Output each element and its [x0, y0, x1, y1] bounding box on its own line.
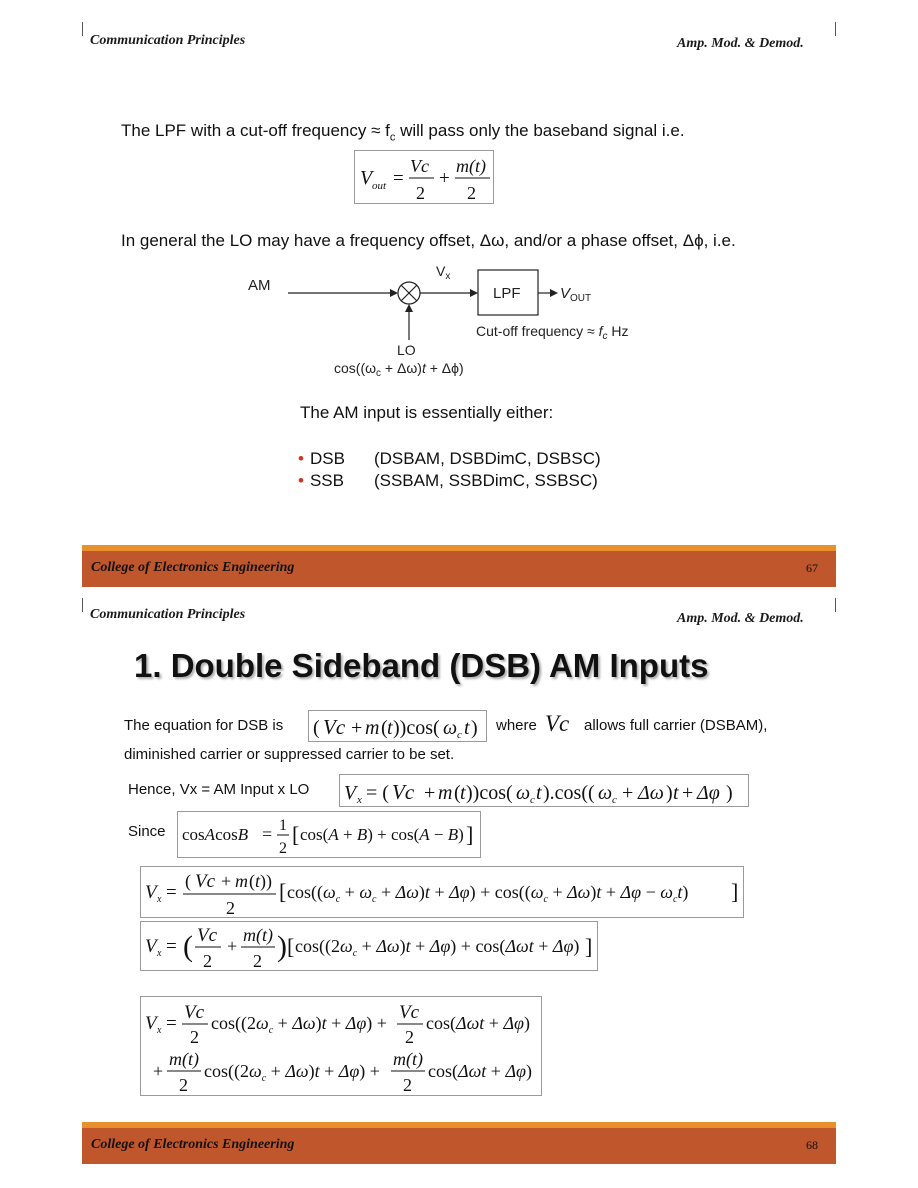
svg-text:Δω: Δω — [638, 782, 664, 804]
svg-text:): ) — [277, 930, 287, 963]
svg-text:(: ( — [454, 782, 461, 804]
svg-text:m: m — [438, 782, 453, 804]
vout-label: $V_{OUT}$ — [560, 285, 592, 304]
svg-text:(: ( — [183, 930, 193, 963]
svg-text:Vc: Vc — [197, 925, 218, 946]
svg-text:Δφ: Δφ — [697, 782, 720, 804]
svg-text:x: x — [357, 794, 362, 806]
svg-text:= (: = ( — [366, 782, 389, 804]
bullet-dsb: • DSB (DSBAM, DSBDimC, DSBSC) — [298, 449, 601, 468]
svg-text:t: t — [536, 782, 542, 804]
svg-text:c: c — [530, 794, 535, 806]
svg-text:=: = — [166, 882, 177, 903]
dsb-equation — [308, 710, 487, 742]
svg-text:): ) — [666, 782, 673, 804]
svg-text:+: + — [227, 936, 238, 956]
final-equation — [140, 996, 542, 1096]
svg-text:t: t — [460, 782, 466, 804]
svg-text:Vc: Vc — [323, 715, 346, 739]
svg-text:+: + — [439, 168, 450, 189]
svg-text:cos((ωc + ωc + Δω)t + Δφ) + co: $\cos((\omega_c + \omega_c + \Delta\omega)t + \Delta\varphi) + \cos((\omega_c + \Delta\omega)t + \Delta\varphi - \omega_ct)$ — [287, 882, 689, 905]
svg-text:m: m — [365, 717, 380, 739]
page-corner-mark — [82, 598, 83, 612]
svg-text:m(t): m(t) — [393, 1049, 423, 1069]
svg-text:Vc: Vc — [410, 156, 429, 176]
svg-text:))cos(: ))cos( — [393, 717, 440, 739]
svg-text:): ) — [726, 782, 733, 804]
bullet-ssb: • SSB (SSBAM, SSBDimC, SSBSC) — [298, 471, 598, 490]
svg-text:(: ( — [313, 717, 320, 739]
svg-text:[: [ — [279, 879, 287, 904]
svg-text:cos((2ωc + Δω)t + Δφ) +: $\cos((2\omega_c + \Delta\omega)t + \Delta\varphi)$ + — [211, 1013, 387, 1036]
svg-text:(: ( — [381, 717, 388, 739]
svg-text:2: 2 — [226, 898, 235, 918]
page-number: 67 — [806, 561, 818, 575]
vout-equation-render — [355, 151, 495, 205]
svg-text:t: t — [387, 717, 393, 739]
svg-text:=: = — [166, 936, 177, 957]
svg-text:ω: ω — [443, 717, 458, 739]
footer-text: College of Electronics Engineering — [91, 560, 295, 575]
svg-text:cosAcosB: cosAcosB — [182, 825, 249, 844]
svg-text:m(t): m(t) — [243, 925, 273, 945]
svg-text:2: 2 — [179, 1075, 188, 1095]
svg-text:cos(Δωt + Δφ): cos(Δωt + Δφ) — [428, 1061, 532, 1081]
since-equation — [177, 811, 481, 858]
svg-text:=: = — [262, 824, 273, 844]
svg-text:(: ( — [185, 871, 191, 891]
vx-label: $V_x$ — [436, 263, 451, 282]
svg-text:]: ] — [731, 879, 739, 904]
page-footer — [82, 545, 836, 587]
dsb-sentence-vc: Vc — [545, 711, 570, 736]
lo-label: LO — [397, 342, 416, 358]
svg-text:ω: ω — [598, 782, 613, 804]
dsb-sentence-where: where — [496, 717, 537, 734]
hence-equation-render — [340, 775, 750, 808]
svg-text:=: = — [393, 168, 404, 189]
svg-text:+: + — [351, 717, 363, 739]
svg-text:Vc: Vc — [399, 1002, 420, 1023]
svg-text:+: + — [622, 782, 634, 804]
svg-text:(: ( — [249, 871, 255, 891]
section-title: 1. Double Sideband (DSB) AM Inputs — [134, 647, 709, 684]
page-corner-mark — [835, 598, 836, 612]
header-left: Communication Principles — [90, 33, 246, 48]
header-right: Amp. Mod. & Demod. — [677, 611, 804, 626]
svg-text:]: ] — [585, 934, 593, 959]
lpf-sentence: The LPF with a cut-off frequency ≈ $f_c$ will pass only the baseband signal i.e. — [121, 121, 685, 144]
demodulator-block-diagram — [240, 262, 680, 382]
svg-text:cos(Δωt + Δφ): cos(Δωt + Δφ) — [426, 1013, 530, 1033]
page-number: 68 — [806, 1138, 818, 1152]
am-input-label: AM — [248, 277, 271, 294]
svg-text:m: m — [235, 871, 248, 891]
since-text: Since — [128, 823, 166, 840]
svg-text:+: + — [424, 782, 436, 804]
simplified-equation-render — [141, 922, 599, 972]
svg-text:t: t — [255, 871, 261, 891]
svg-text:+: + — [221, 871, 232, 891]
svg-text:2: 2 — [190, 1027, 199, 1047]
svg-text:V: V — [344, 782, 357, 804]
since-equation-render — [178, 812, 482, 859]
svg-text:Vc: Vc — [195, 871, 216, 892]
svg-text:+: + — [153, 1061, 164, 1081]
expanded-equation-render — [141, 867, 745, 919]
svg-text:2: 2 — [279, 840, 287, 857]
svg-text:))cos(: ))cos( — [466, 782, 513, 804]
svg-text:V: V — [145, 882, 157, 903]
lpf-label: LPF — [493, 285, 521, 302]
svg-text:cos((2ωc + Δω)t + Δφ) +: $\cos((2\omega_c + \Delta\omega)t + \Delta\varphi)$ + — [204, 1061, 380, 1084]
svg-text:2: 2 — [416, 183, 425, 203]
svg-text:cos(A + B) + cos(A − B): cos(A + B) + cos(A − B) — [300, 825, 464, 844]
svg-text:out: out — [372, 180, 387, 192]
svg-text:2: 2 — [253, 951, 262, 971]
hence-text: Hence, Vx = AM Input x LO — [128, 781, 310, 798]
svg-text:).cos((: ).cos(( — [543, 782, 595, 804]
svg-text:)): )) — [260, 871, 272, 891]
svg-text:V: V — [360, 167, 373, 189]
dsb-sentence-line2: diminished carrier or suppressed carrier to be set. — [124, 746, 455, 763]
svg-text:]: ] — [466, 822, 474, 847]
svg-text:c: c — [612, 794, 617, 806]
hence-equation — [339, 774, 749, 807]
header-right: Amp. Mod. & Demod. — [677, 36, 804, 51]
vout-equation — [354, 150, 494, 204]
lo-sentence: In general the LO may have a frequency offset, Δω, and/or a phase offset, Δϕ, i.e. — [121, 231, 736, 250]
expanded-equation — [140, 866, 744, 918]
footer-text: College of Electronics Engineering — [91, 1137, 295, 1152]
simplified-equation — [140, 921, 598, 971]
svg-text:V: V — [145, 936, 157, 957]
svg-text:m(t): m(t) — [456, 156, 486, 176]
svg-text:x: x — [157, 1025, 162, 1036]
svg-text:=: = — [166, 1013, 177, 1034]
svg-text:Vc: Vc — [184, 1002, 205, 1023]
header-left: Communication Principles — [90, 607, 246, 622]
svg-text:[: [ — [287, 934, 295, 959]
svg-text:2: 2 — [403, 1075, 412, 1095]
svg-text:t: t — [464, 717, 470, 739]
page-footer — [82, 1122, 836, 1164]
svg-text:t: t — [673, 782, 679, 804]
svg-text:V: V — [145, 1013, 157, 1034]
am-input-sentence: The AM input is essentially either: — [300, 403, 554, 422]
dsb-sentence-end: allows full carrier (DSBAM), — [584, 717, 768, 734]
svg-text:1: 1 — [279, 817, 287, 834]
svg-text:ω: ω — [516, 782, 531, 804]
lo-signal-label: $\cos((\omega_c + \Delta\omega)t + \Delta\phi)$ — [334, 360, 464, 379]
svg-text:x: x — [157, 894, 162, 905]
svg-text:c: c — [457, 729, 462, 741]
svg-text:cos((2ωc + Δω)t + Δφ) + cos(Δω: $\cos((2\omega_c + \Delta\omega)t + \Delta\varphi) + \cos(\Delta\omega t + \Delta\varphi)$ — [295, 936, 580, 959]
dsb-sentence-start: The equation for DSB is — [124, 717, 284, 734]
svg-text:m(t): m(t) — [169, 1049, 199, 1069]
svg-text:+: + — [682, 782, 694, 804]
page-corner-mark — [835, 22, 836, 36]
cutoff-label: Cut-off frequency ≈ $f_c$ Hz — [476, 323, 629, 342]
svg-text:x: x — [157, 948, 162, 959]
svg-text:Vc: Vc — [392, 780, 415, 804]
svg-text:[: [ — [292, 822, 300, 847]
final-equation-render — [141, 997, 543, 1097]
dsb-equation-render — [309, 711, 488, 743]
svg-text:): ) — [471, 717, 478, 739]
svg-text:2: 2 — [405, 1027, 414, 1047]
svg-text:2: 2 — [203, 951, 212, 971]
page-corner-mark — [82, 22, 83, 36]
svg-text:2: 2 — [467, 183, 476, 203]
